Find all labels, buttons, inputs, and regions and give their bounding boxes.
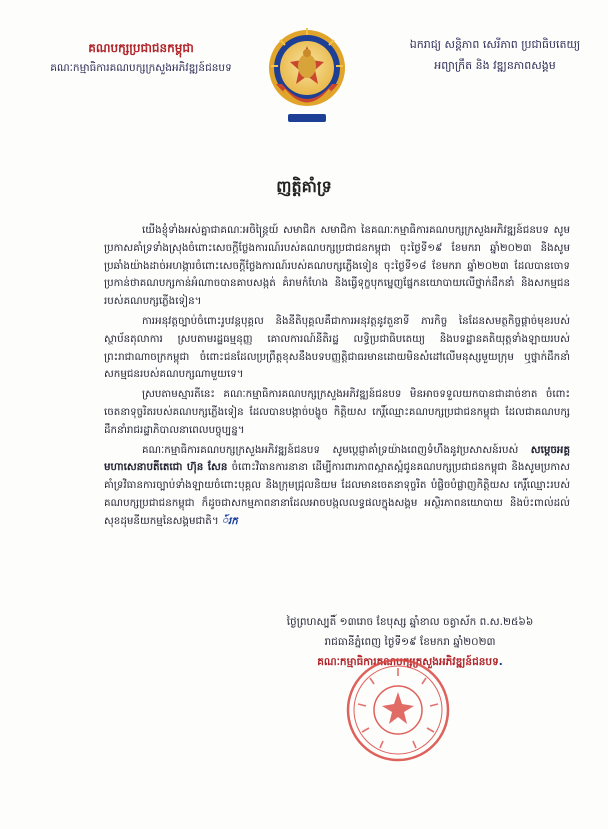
signer-name: គណៈកម្មាធិការគណបក្សក្រសួងអភិវឌ្ឍន៍ជនបទ xyxy=(317,656,499,668)
document-body xyxy=(104,222,570,533)
paragraph-2: ការអនុវត្តច្បាប់ចំពោះរូបវន្តបុគ្គល និងនីតិបុគ្គលគឺជាការអនុវត្តនូវតួនាទី ភារកិច្ច នៃដែនសមត្ថកិច្ចផ្តាច់មុខរបស់ស្ថាប័នតុលាការ ស្របតាមរដ្ឋធម្មនុញ្ញ គោលការណ៍នីតិរដ្ឋ លទ្ធិប្រជាធិបតេយ្យ និងបទដ្ឋានគតិយុត្តទាំងឡាយរបស់ព្រះរាជាណាចក្រកម្ពុជា ចំពោះជនដែលប្រព្រឹត្តខុសនឹងបទបញ្ញត្តិជាធរមានដោយមិនសំដៅលើមនុស្សមួយក្រុម ឬថ្នាក់ដឹកនាំសកម្មជនរបស់គណបក្សណាមួយទេ។ xyxy=(104,314,570,381)
solar-date: រាជធានីភ្នំពេញ ថ្ងៃទី១៩ ខែមករា ឆ្នាំ២០២៣ xyxy=(324,636,496,648)
paragraph-1: យើងខ្ញុំទាំងអស់គ្នាជាគណៈអចិន្ត្រៃយ៍ សមាជិក សមាជិកា នៃគណៈកម្មាធិការគណបក្សក្រសួងអភិវឌ្ឍន៍ជនបទ សូមប្រកាសគាំទ្រទាំងស្រុងចំពោះសេចក្តីថ្លែងការណ៍របស់គណបក្សប្រជាជនកម្ពុជា ចុះថ្ងៃទី១៩ ខែមករា ឆ្នាំ២០២៣ និងសូមប្រឆាំងយ៉ាងដាច់អហង្ការចំពោះសេចក្តីថ្លែងការណ៍របស់គណបក្សភ្លើងទៀន ចុះថ្ងៃទី១៨ ខែមករា ឆ្នាំ២០២៣ ដែលបានចោទប្រកាន់ថាគណបក្សកាន់អំណាចបានគាបសង្កត់ គំរាមកំហែង និងធ្វើទុក្ខបុកម្នេញផ្នែកនយោបាយលើថ្នាក់ដឹកនាំ និងសកម្មជនរបស់គណបក្សភ្លើងទៀន។ xyxy=(104,224,570,308)
document-title: ញត្តិគាំទ្រ xyxy=(276,177,332,196)
handwritten-initials: ៍រក xyxy=(221,514,238,527)
paragraph-4-post: ចំពោះវិធានការនានា ដើម្បីការពារភាពស្អាតស្អំជូនគណបក្សប្រជាជនកម្ពុជា និងសូមប្រកាសគាំទ្រវិធានការច្បាប់ទាំងឡាយចំពោះបុគ្គល និងក្រុមជ្រុលនិយម ដែលមានចេតនាទុច្ចរិត បំផ្លិចបំផ្លាញកិត្តិយស កេរ្តិ៍ឈ្មោះរបស់គណបក្សប្រជាជនកម្ពុជា ក៏ដូចជាសកម្មភាពនានាដែលអាចបង្កលលទ្ធផលក្នុងសង្គម អស្ថិរភាពនយោបាយ និងប៉ះពាល់ដល់សុខដុមនីយកម្មនៃសង្គមជាតិ។ xyxy=(104,461,570,527)
national-motto-line1: ឯករាជ្យ សន្តិភាព សេរីភាព ប្រជាធិបតេយ្យ xyxy=(409,38,581,51)
committee-name: គណៈកម្មាធិការគណបក្សក្រសួងអភិវឌ្ឍន៍ជនបទ xyxy=(50,62,232,74)
header-left xyxy=(26,38,256,78)
leader-name: សម្តេចអគ្គមហាសេនាបតីតេជោ ហ៊ុន សែន xyxy=(104,443,570,474)
pen-mark: . xyxy=(498,656,503,668)
paragraph-4-pre: គណៈកម្មាធិការគណបក្សក្រសួងអភិវឌ្ឍន៍ជនបទ សូមប្តេជ្ញាគាំទ្រយ៉ាងពេញទំហឹងនូវប្រសាសន៍របស់ xyxy=(142,443,531,456)
official-seal-icon xyxy=(340,654,456,766)
party-name: គណបក្សប្រជាជនកម្ពុជា xyxy=(88,41,194,55)
paragraph-4 xyxy=(104,442,570,531)
national-motto-line2: អព្យាក្រឹត និង វឌ្ឍនភាពសង្គម xyxy=(434,59,556,72)
paragraph-3: ស្របតាមស្មារតីនេះ គណៈកម្មាធិការគណបក្សក្រសួងអភិវឌ្ឍន៍ជនបទ មិនអាចទទួលយកបានជាដាច់ខាត ចំពោះចេតនាទុច្ចរិតរបស់គណបក្សភ្លើងទៀន ដែលបានបង្កាច់បង្ខូច កិត្តិយស កេរ្តិ៍ឈ្មោះគណបក្សប្រជាជនកម្ពុជា ដែលជាគណបក្សដឹកនាំរាជរដ្ឋាភិបាលនាពេលបច្ចុប្បន្ន។ xyxy=(104,388,570,436)
lunar-date: ថ្ងៃព្រហស្បតិ៍ ១៣រោច ខែបុស្ស ឆ្នាំខាល ចត្វាស័ក ព.ស.២៥៦៦ xyxy=(286,616,534,628)
party-logo-icon xyxy=(266,22,348,134)
header-right xyxy=(390,34,600,76)
